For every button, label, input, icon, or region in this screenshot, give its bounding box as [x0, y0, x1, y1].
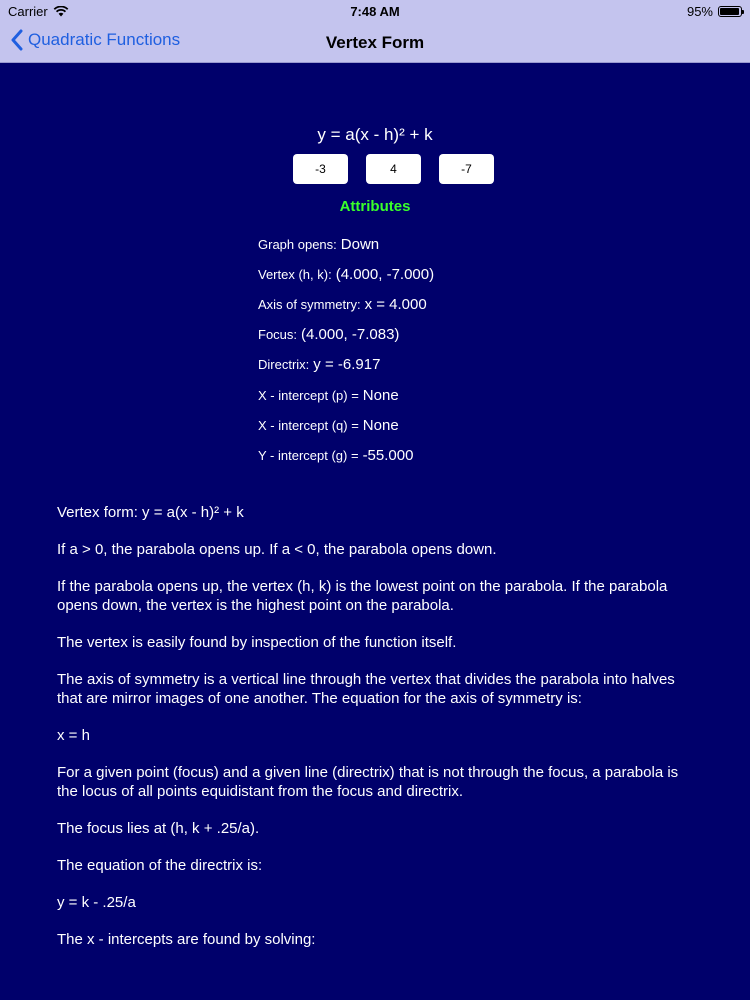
explanation-paragraph: The x - intercepts are found by solving: — [57, 931, 316, 948]
coefficient-h-field[interactable]: 4 — [366, 154, 421, 184]
battery-icon — [718, 6, 742, 17]
battery-percent: 95% — [686, 4, 713, 19]
attribute-label: Directrix: — [258, 357, 310, 373]
attribute-directrix — [258, 350, 434, 380]
attribute-value: y = -6.917 — [313, 356, 381, 374]
attributes-heading: Attributes — [339, 198, 411, 215]
page-title: Vertex Form — [325, 33, 425, 52]
explanation-paragraph: The focus lies at (h, k + .25/a). — [57, 820, 260, 837]
coefficient-k-field[interactable]: -7 — [439, 154, 494, 184]
attribute-value: (4.000, -7.083) — [301, 326, 400, 344]
attribute-label: Graph opens: — [258, 236, 337, 252]
attribute-value: None — [362, 416, 399, 434]
carrier-label: Carrier — [8, 4, 48, 19]
attribute-value: x = 4.000 — [364, 295, 427, 313]
explanation-paragraph: The equation of the directrix is: — [57, 857, 263, 874]
battery-info — [687, 4, 742, 19]
attribute-label: Y - intercept (g) = — [258, 447, 359, 463]
attribute-x-intercept-q — [258, 410, 434, 440]
battery-fill — [720, 8, 739, 15]
attribute-focus — [258, 320, 434, 350]
explanation-paragraph: The axis of symmetry is a vertical line through the vertex that divides the parabola into halves that are mirror images of one another. The equation for the axis of symmetry is: — [57, 671, 675, 707]
coefficient-inputs — [293, 154, 494, 184]
attribute-label: Vertex (h, k): — [258, 266, 332, 282]
coefficient-a-field[interactable]: -3 — [293, 154, 348, 184]
attribute-label: Axis of symmetry: — [258, 296, 361, 312]
back-button-label: Quadratic Functions — [28, 30, 181, 49]
attribute-value: None — [362, 386, 399, 404]
explanation-paragraph: If the parabola opens up, the vertex (h, k) is the lowest point on the parabola. If the parabola opens down, the vertex is the highest point on the parabola. — [57, 578, 668, 614]
attribute-y-intercept — [258, 440, 434, 470]
attribute-label: Focus: — [258, 327, 298, 343]
explanation-paragraph: The vertex is easily found by inspection of the function itself. — [57, 634, 457, 651]
status-bar — [0, 0, 750, 22]
explanation-paragraph: x = h — [57, 727, 90, 744]
attribute-label: X - intercept (p) = — [258, 387, 359, 403]
attribute-label: X - intercept (q) = — [258, 417, 359, 433]
attributes-list — [258, 229, 434, 471]
attribute-value: Down — [340, 235, 380, 253]
explanation-paragraph: y = k - .25/a — [57, 894, 136, 911]
attribute-axis-of-symmetry — [258, 289, 434, 319]
navigation-bar — [0, 22, 750, 63]
explanation-text — [57, 503, 697, 967]
explanation-paragraph: If a > 0, the parabola opens up. If a < 0, the parabola opens down. — [57, 541, 497, 558]
attribute-value: -55.000 — [362, 446, 414, 464]
status-time: 7:48 AM — [350, 4, 400, 19]
vertex-form-formula: y = a(x - h)² + k — [317, 125, 433, 144]
attribute-x-intercept-p — [258, 380, 434, 410]
attribute-vertex — [258, 259, 434, 289]
explanation-paragraph: Vertex form: y = a(x - h)² + k — [57, 504, 244, 521]
attribute-graph-opens — [258, 229, 434, 259]
explanation-paragraph: For a given point (focus) and a given line (directrix) that is not through the focus, a parabola is the locus of all points equidistant from the focus and directrix. — [57, 764, 679, 800]
attribute-value: (4.000, -7.000) — [335, 265, 435, 283]
